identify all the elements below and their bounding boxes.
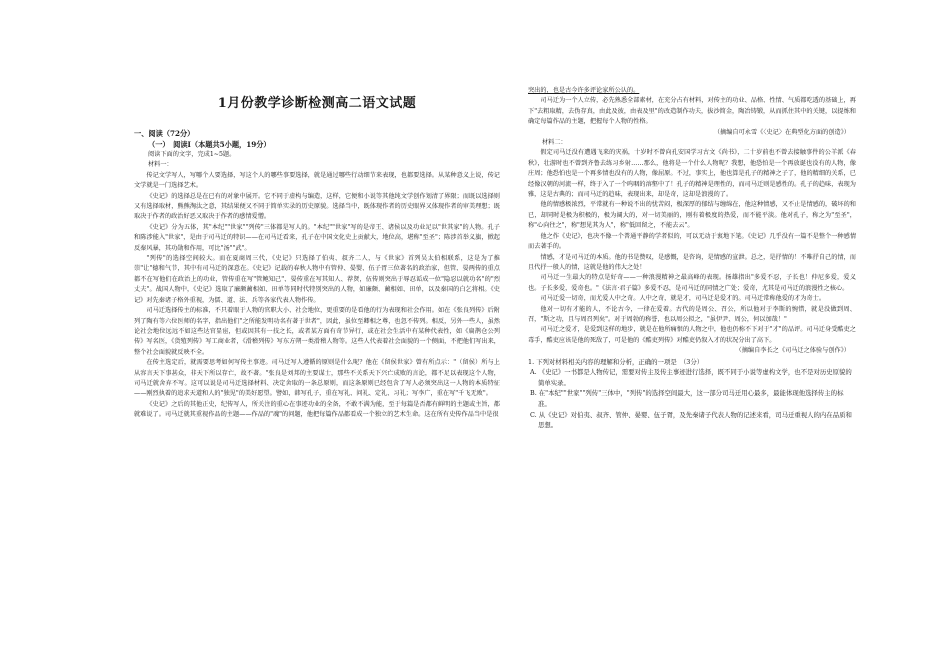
page-title: 1月份教学诊断检测高二语文试题 — [217, 96, 417, 111]
paragraph: 他之作《史记》，也决不像一个普通平静的学者似的，可以无动于衷地下笔。《史记》几乎没有一篇不是整个一种感情而去著手的。 — [528, 232, 856, 251]
paragraph: 《史记》的选择总是在已有的对象中展开。它不同于虚构与编造，这样，它便和小说等其他纯文学创作划清了界限；而既以选择则又有选择取材，熊熊淘汰之意，其结果便又不同于简单实录的历史原貌。选择当中，既体现作者的历史眼界又体现作者的审美理想；既取决于作者的政治好恶又取决于作者的感情爱憎。 — [134, 192, 500, 221]
section-heading: 一、阅读（72分） — [134, 129, 195, 138]
option-a: A. 《史记》一书都是人物传记，需要对传主及传主事迹进行选择，既不同于小说等虚构文学，也不是对历史原貌的简单实录。 — [530, 368, 852, 387]
left-column — [134, 92, 500, 652]
paragraph: 他对一切有才能的人，不论古今，一律在爱着。古代的是周公、召公，所以他对于李斯的惋惜，就是没做到周、召，"斯之功，且与周召列矣"。对于周勃的称誉，也以周公拟之，"虽伊尹、周公，何以加哉！" — [528, 305, 856, 323]
paragraph: 司马迁为一个人立传，必先熟悉全部素材，在充分占有材料，对传主的功业、品格、性情、气质都吃透的基础上，再下"去粗取精，去伪存真，由此及彼，由表及里"的改造制作功夫，拔沙简金，陶冶铸锻，从而抓住其中的关键，以提炼和确定每篇作品的主题，把握每个人物的性格。 — [528, 97, 856, 126]
paragraph: 司马迁爱一切奇，而尤爱人中之奇。人中之奇，就是才，司马迁是爱才的。司马迁常称他爱的才为奇士。 — [540, 295, 826, 303]
option-b: B. 在"本纪""世家""列传"三体中，"列传"的选择空间最大，这一部分司马迁用心最多，最能体现他选择传主的标准。 — [530, 389, 844, 408]
right-column — [528, 86, 856, 656]
paragraph: 司马迁之爱才，是爱到这样的地步，就是在他所痛恨的人物之中，他也仍称不下对于"才"的品评。司马迁身受酷吏之毒手，酷吏应该是他的死敌了，可是他的《酷吏列传》对酷吏仍叙入才的状况分出了高下。 — [528, 326, 856, 344]
option-c: C. 从《史记》对伯夷、叔齐、管仲、晏婴、伍子胥，及先秦诸子代表人物的记述来看，司马迁重视人的内在品质和思想。 — [530, 410, 852, 430]
paragraph: 司马迁选择传主的标准，不只着眼于人物的官职大小、社会地位，更重要的是看他的行为表现和社会作用。如在《张良列传》后附列了陶有等六位医师的名字，指出他们"之所能发明功名有著于世者"，因此，虽位至卿相之尊，也忽不传列。相反，另外一些人，虽然论社会地位远远不如这些达官显宦，但或因其有一技之长，或者某方面有奇节异行，或在社会生活中有某种代表性，如《扁鹊仓公列传》写名医，《货殖列传》写工商业者，《滑稽列传》写东方朔一类滑稽人物等。这些人代表着社会面貌的一个侧面，不把他们写出来，整个社会面貌就反映不全。 — [134, 307, 500, 356]
instruction-text: 阅读下面的文字，完成1~5题。 — [148, 151, 236, 158]
paragraph: 《史记》分为五体，其"本纪""世家""列传"三体都是写人的。"本纪""世家"写的是帝王、诸侯以及功业足以"世其家"的人物。孔子和陈涉能入"世家"，是由于司马迁的特识——在司马迁看来，孔子在中国文化史上贡献大，地位高，堪称"至圣"；陈涉首举义旗，掀起反秦风暴，其功勋和作用，可比"汤""武"。 — [134, 223, 500, 252]
paragraph-continued: 突出的，也是古今许多评论家所公认的。 — [528, 87, 640, 94]
subsection-heading: （一） 阅读Ⅰ（本题共5小题，19分） — [148, 140, 271, 149]
material2-label: 材料二： — [542, 139, 567, 147]
source-citation: （摘编自李长之《司马迁之体验与创作》） — [735, 347, 850, 355]
paragraph: 传记文学写人，写哪个人要选择，写这个人的哪些事要选择，就是通过哪些行动细节来表现，也都要选择。从某种意义上说，传记文学就是一门选择艺术。 — [134, 171, 500, 190]
paragraph: "列传"的选择空间较大。而在夏商周三代，《史记》只选择了伯夷、叔齐二人，与《世家》首列吴太伯相联系，这是为了推崇"让"德和气节，其中有司马迁的深意在。《史记》记载的春秋人物中有管仲、晏婴、伍子胥三位著名的政治家，但管、晏两传的重点都不在写他们在政治上的功业，管传重在写"管鲍知己"、晏传重在写其知人、荐贤，伍传则突出于辱忍诟成一位"隐忍以就功名"的"烈丈夫"。战国人物中，《史记》选取了廉颇蔺相如、田单等同时代特别突出的人物，如廉颇、蔺相如、田单，以及秦国的白乞将相。《史记》对先秦诸子格外重视，为儒、道、法、兵等各家代表人物作传。 — [134, 255, 500, 304]
question-1: 1. 下列对材料相关内容的理解和分析，正确的一项是 （3分） — [528, 357, 704, 366]
paragraph: 司马迁一生最大的特点是好奇——一种浪漫精神之最高峰的表现。扬雄指出"多爱不忍，子长也！仲尼多爱，爱义也。子长多爱，爱奇也。"《法言·君子篇》多爱不忍，是司马迁的同情之广处；爱奇，尤其是司马迁的浪漫性之核心。 — [528, 274, 856, 292]
paragraph: 情感，才是司马迁的本质。他的书是赞叹，是感慨，是咨询，是情感的宣泄。总之，是抒情的！不唯抒自己的情，而且代抒一般人的情，这就是他的伟大之处！ — [528, 253, 856, 271]
material1-label: 材料一： — [148, 161, 173, 169]
paragraph: 假定司马迁没有遭遇飞来的灾祸，十岁时不曾向孔安国学习古文《尚书》，二十岁前也不曾去接触事件的公羊派《春秋》，壮游时也不曾到齐鲁去练习乡射……那么，他将是一个什么人物呢？我想，他恐怕是一个再放诞也没有的人物，像庄周；他恐怕也是一个再多情也没有的人物，像屈原。不过，事实上，他也算是孔子的精神之子了，他的精细的关系，已经像汉朝的河流一样，终于入了一个呜咽的溶壑中了！孔子的精神是理性的，而司马迁则是感性的。孔子的趋味，表现为雅，这是古典的；而司马迁的趋味，表现出来，却是奇，这却是浪漫的了。 — [528, 149, 856, 199]
paragraph: 在传主选定后，就需要思考如何写传主事迹。司马迁写人遵循的原则是什么呢？他在《留侯世家》曾有所点示："（留侯）所与上从容言天下事甚众，非天下所以存亡，故不著。"张良是刘邦的主要谋士，那些不关系天下兴亡成败的言论，都不足以表现这个人物，司马迁就舍弃不写。这可以说是司马迁选择材料、决定舍取的一条总原则，而这条原则已经包含了写人必须突出这一人物的本质特征——刚烈执着的追求天道和人的"独见"的美好愿望。譬如，韩写孔子，重在写礼、问礼、定礼、习礼；写李广，重在写"千飞无败"。 — [134, 359, 500, 398]
left-body — [134, 128, 500, 421]
paragraph: 《史记》之后的其他正史，纪传写人，所关注的重心在事迹功业的全备，不敢不满为能，至于每篇是否都有鲜明的主题或主旨，都就难说了。司马迁就其重视作品的主题——作品的"魂"的问题，他把每篇作品都看成一个独立的艺术生命。这在所有史传作品当中是很 — [134, 400, 500, 419]
source-citation: （摘编自可永雪《〈史记〉在典型化方面的创造》） — [713, 128, 850, 136]
paragraph: 他的情感极浓烈，平常就有一种说不出的忧苦闷，极深厚的郁结与缠绵在，他这种情感，又不止是情感的，破坏的和已，却同时是极为积极的，极为阔大的，对一切美丽的，刚有着极度的热爱，而不能平淡。他对孔子，称之为"至圣"，称"心向往之"，称"想见其为人"，称"低回留之，不能去云"。 — [528, 201, 856, 230]
